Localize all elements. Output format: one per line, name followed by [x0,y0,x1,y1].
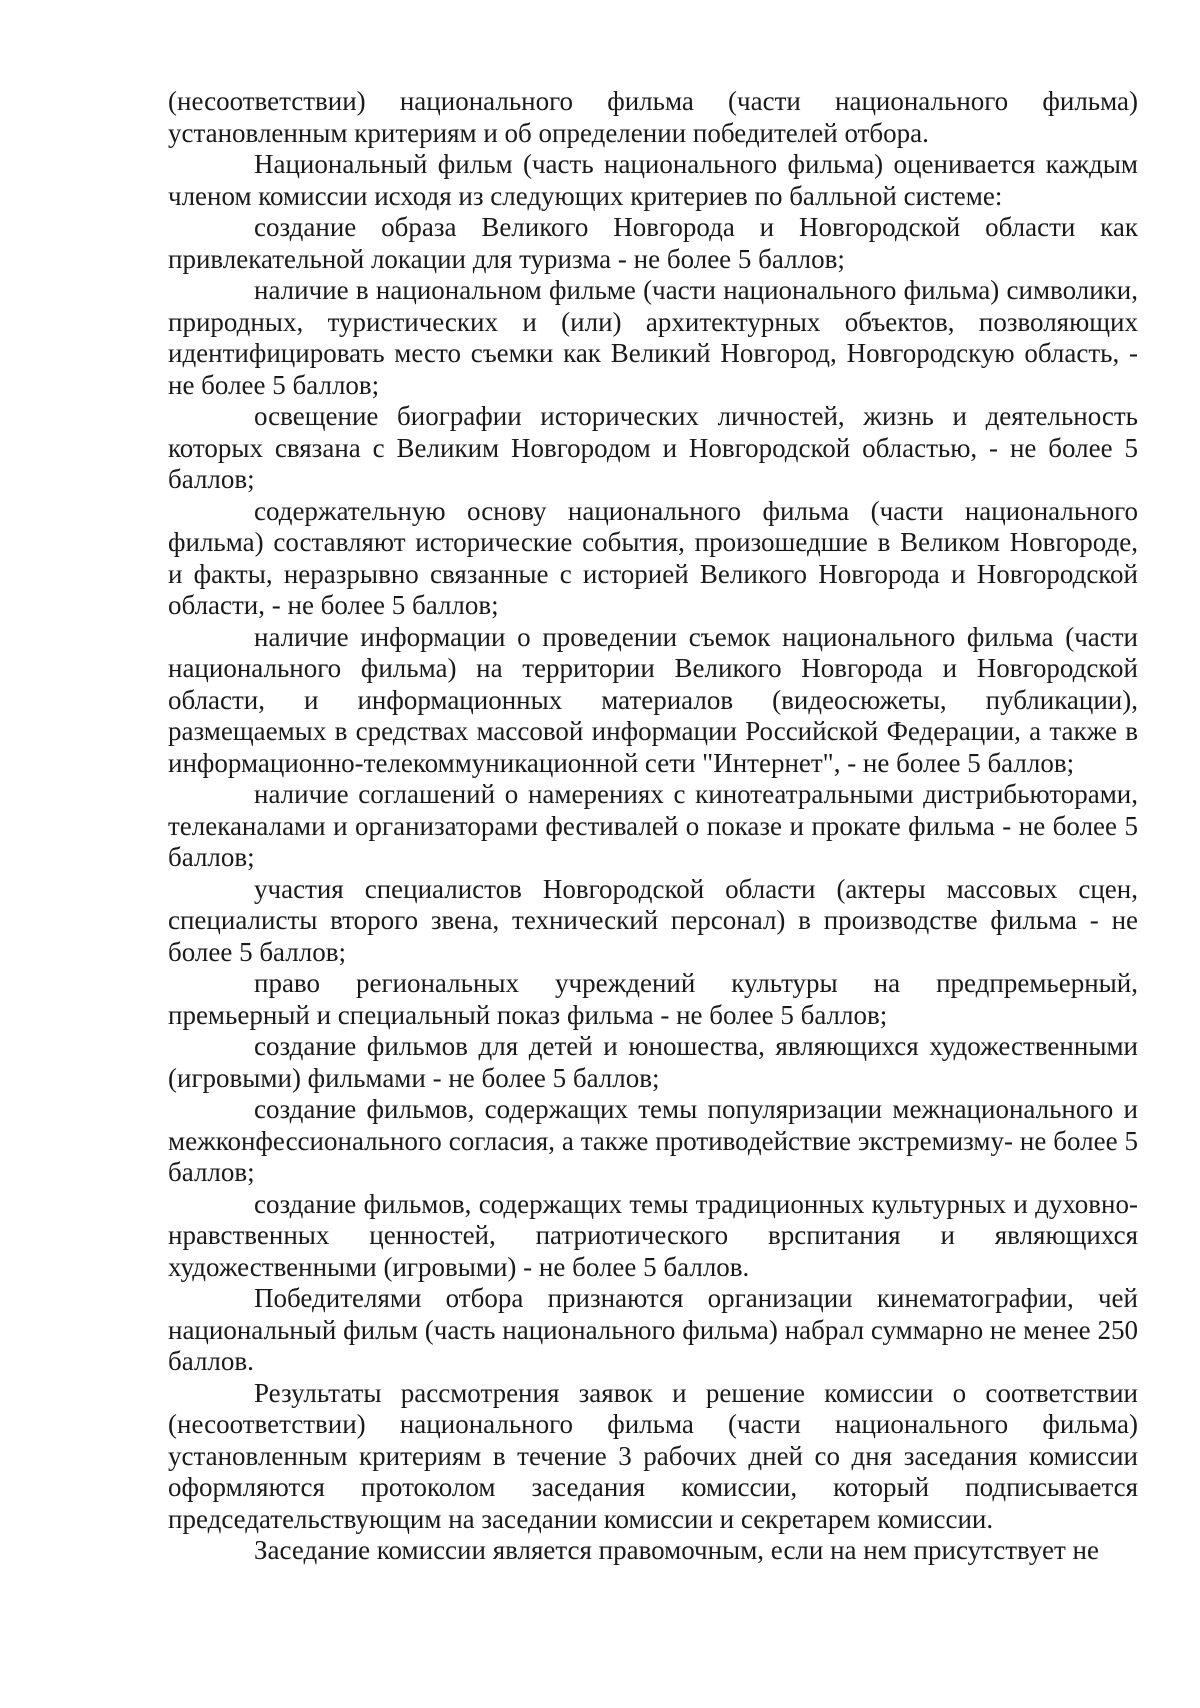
criterion-premiere-rights: право региональных учреждений культуры на предпремьерный, премьерный и специальный показ фильма - не более 5 баллов; [168,968,1138,1030]
criterion-distribution-agreements: наличие соглашений о намерениях с кинотеатральными дистрибьюторами, телеканалами и организаторами фестивалей о показе и прокате фильма - не более 5 баллов; [168,779,1138,872]
criterion-historical-events: содержательную основу национального фильма (части национального фильма) составляют исторические события, произошедшие в Великом Новгороде, и факты, неразрывно связанные с историей Великого Новгорода и Новгородской области, - не более 5 баллов; [168,495,1138,620]
paragraph-winners: Победителями отбора признаются организации кинематографии, чей национальный фильм (часть национального фильма) набрал суммарно не менее 250 баллов. [168,1283,1138,1376]
paragraph-evaluation-intro: Национальный фильм (часть национального фильма) оценивается каждым членом комиссии исходя из следующих критериев по балльной системе: [168,149,1138,211]
criterion-local-specialists: участия специалистов Новгородской области (актеры массовых сцен, специалисты второго звена, технический персонал) в производстве фильма - не более 5 баллов; [168,873,1138,967]
criterion-symbols-objects: наличие в национальном фильме (части национального фильма) символики, природных, туристических и (или) архитектурных объектов, позволяющих идентифицировать место съемки как Великий Новгород, Новгородскую область, - не более 5 баллов; [168,275,1138,400]
criterion-traditional-values: создание фильмов, содержащих темы традиционных культурных и духовно-нравственных ценностей, патриотического врспитания и являющихся художественными (игровыми) - не более 5 баллов. [168,1188,1138,1282]
paragraph-results-protocol: Результаты рассмотрения заявок и решение комиссии о соответствии (несоответствии) национального фильма (части национального фильма) установленным критериям в течение 3 рабочих дней со дня заседания комиссии оформляются протоколом заседания комиссии, который подписывается председательствующим на заседании комиссии и секретарем комиссии. [168,1377,1138,1534]
criterion-youth-films: создание фильмов для детей и юношества, являющихся художественными (игровыми) фильмами - не более 5 баллов; [168,1031,1138,1093]
criterion-media-coverage: наличие информации о проведении съемок национального фильма (части национального фильма) на территории Великого Новгорода и Новгородской области, и информационных материалов (видеосюжеты, публикации), размещаемых в средствах массовой информации Российской Федерации, а также в информационно-телекоммуникационной сети "Интернет", - не более 5 баллов; [168,621,1138,778]
document-page [168,86,1138,1567]
criterion-interethnic-harmony: создание фильмов, содержащих темы популяризации межнационального и межконфессионального согласия, а также противодействие экстремизму- не более 5 баллов; [168,1094,1138,1187]
paragraph-continuation: (несоответствии) национального фильма (части национального фильма) установленным критериям и об определении победителей отбора. [168,86,1138,148]
criterion-historical-figures: освещение биографии исторических личностей, жизнь и деятельность которых связана с Великим Новгородом и Новгородской областью, - не более 5 баллов; [168,401,1138,494]
paragraph-quorum: Заседание комиссии является правомочным, если на нем присутствует не [254,1535,1099,1565]
criterion-tourism-image: создание образа Великого Новгорода и Новгородской области как привлекательной локации для туризма - не более 5 баллов; [168,212,1138,274]
